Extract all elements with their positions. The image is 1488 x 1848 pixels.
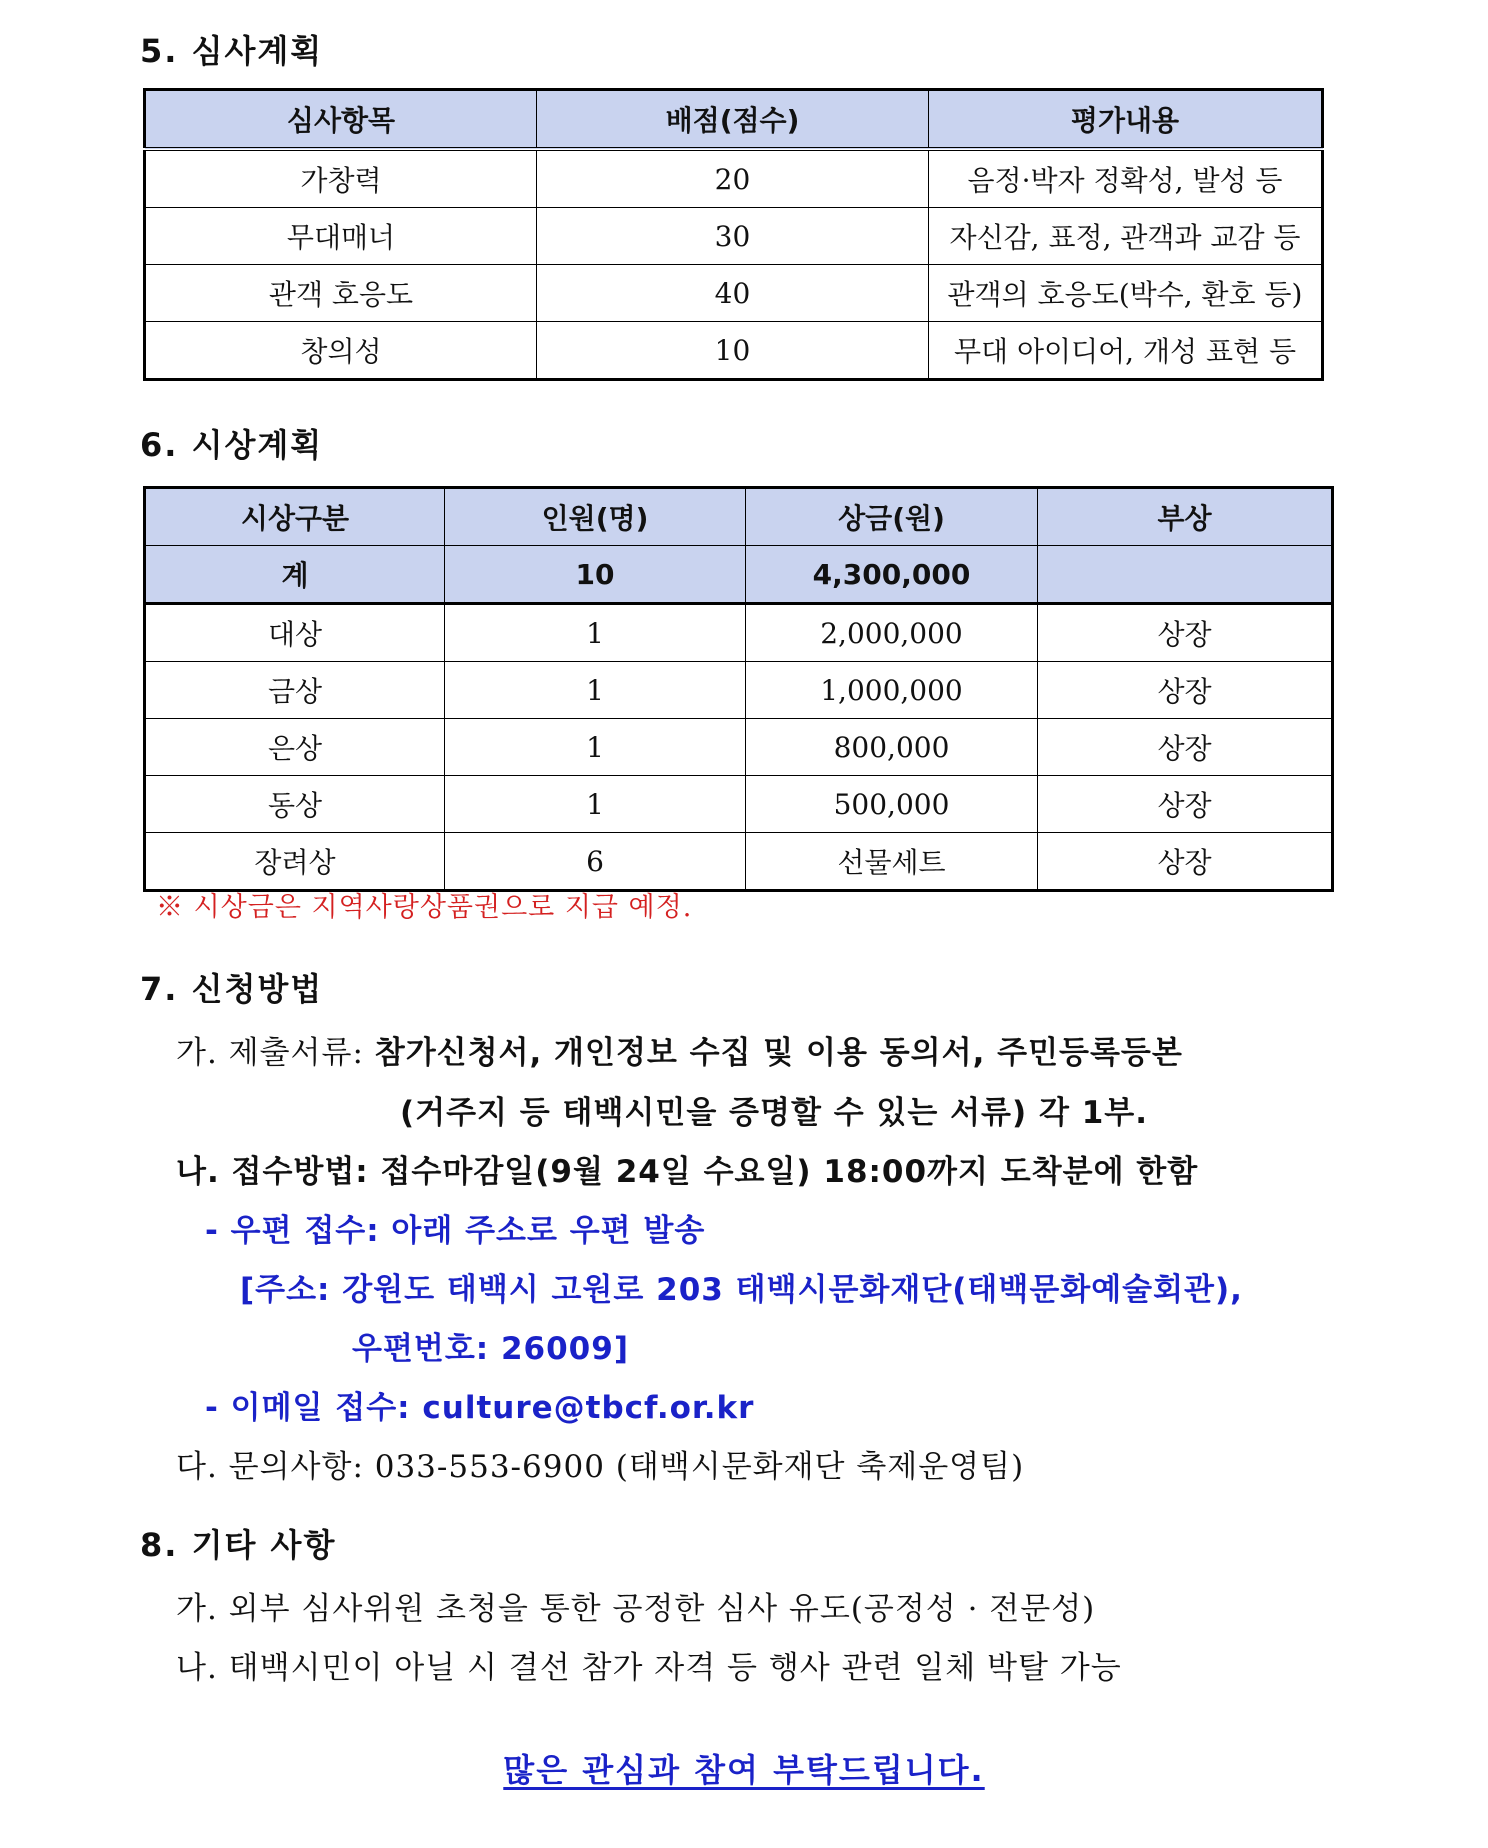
evaluation-table (143, 88, 1324, 381)
table-cell: 1,000,000 (746, 662, 1038, 719)
table-cell: 10 (445, 546, 746, 604)
closing-message-text: 많은 관심과 참여 부탁드립니다. (503, 1751, 985, 1789)
etc-item-ga: 가. 외부 심사위원 초청을 통한 공정한 심사 유도(공정성 · 전문성) (176, 1591, 1096, 1627)
table-row (145, 776, 1333, 833)
section-6-title: 6. 시상계획 (140, 426, 324, 464)
section-7-title: 7. 신청방법 (140, 970, 324, 1008)
table-cell: 상장 (1038, 719, 1333, 776)
table-cell: 선물세트 (746, 833, 1038, 891)
table-cell: 40 (537, 265, 929, 322)
table-total-row (145, 546, 1333, 604)
table-cell: 가창력 (145, 149, 537, 208)
closing-message (0, 1745, 1488, 1791)
postal-reception: - 우편 접수: 아래 주소로 우편 발송 (205, 1213, 706, 1249)
table-cell: 1 (445, 719, 746, 776)
table-cell: 상장 (1038, 604, 1333, 662)
table-header-cell: 평가내용 (929, 90, 1323, 150)
table-row (145, 719, 1333, 776)
table-header-cell: 시상구분 (145, 488, 445, 546)
submission-documents-list: 참가신청서, 개인정보 수집 및 이용 동의서, 주민등록등본 (374, 1035, 1183, 1071)
table-cell: 30 (537, 208, 929, 265)
table-cell: 계 (145, 546, 445, 604)
etc-item-na: 나. 태백시민이 아닐 시 결선 참가 자격 등 행사 관련 일체 박탈 가능 (176, 1650, 1122, 1686)
table-cell: 20 (537, 149, 929, 208)
inquiry-contact: 다. 문의사항: 033-553-6900 (태백시문화재단 축제운영팀) (176, 1449, 1025, 1485)
table-row (145, 265, 1323, 322)
table-cell: 무대 아이디어, 개성 표현 등 (929, 322, 1323, 380)
table-header-cell: 심사항목 (145, 90, 537, 150)
table-row (145, 322, 1323, 380)
table-cell: 상장 (1038, 833, 1333, 891)
section-8-title: 8. 기타 사항 (140, 1526, 337, 1564)
table-cell: 창의성 (145, 322, 537, 380)
table-row (145, 149, 1323, 208)
table-cell: 6 (445, 833, 746, 891)
table-cell: 1 (445, 776, 746, 833)
postal-address-line2: 우편번호: 26009] (352, 1331, 629, 1367)
table-header-cell: 상금(원) (746, 488, 1038, 546)
table-cell: 관객의 호응도(박수, 환호 등) (929, 265, 1323, 322)
postal-address-line1: [주소: 강원도 태백시 고원로 203 태백시문화재단(태백문화예술회관), (240, 1272, 1243, 1308)
table-cell: 대상 (145, 604, 445, 662)
table-cell: 4,300,000 (746, 546, 1038, 604)
table-cell: 10 (537, 322, 929, 380)
table-cell: 2,000,000 (746, 604, 1038, 662)
table-cell: 무대매너 (145, 208, 537, 265)
table-row (145, 604, 1333, 662)
table-cell: 800,000 (746, 719, 1038, 776)
table-cell: 금상 (145, 662, 445, 719)
table-cell: 자신감, 표정, 관객과 교감 등 (929, 208, 1323, 265)
table-cell: 1 (445, 662, 746, 719)
prize-note: ※ 시상금은 지역사랑상품권으로 지급 예정. (156, 892, 693, 923)
table-header-cell: 배점(점수) (537, 90, 929, 150)
submission-documents-continued: (거주지 등 태백시민을 증명할 수 있는 서류) 각 1부. (400, 1095, 1148, 1131)
table-cell: 관객 호응도 (145, 265, 537, 322)
table-cell: 장려상 (145, 833, 445, 891)
table-header-cell: 인원(명) (445, 488, 746, 546)
table-cell (1038, 546, 1333, 604)
reception-method: 나. 접수방법: 접수마감일(9월 24일 수요일) 18:00까지 도착분에 한함 (176, 1154, 1199, 1190)
table-cell: 은상 (145, 719, 445, 776)
table-cell: 동상 (145, 776, 445, 833)
table-row (145, 208, 1323, 265)
table-cell: 음정·박자 정확성, 발성 등 (929, 149, 1323, 208)
table-row (145, 662, 1333, 719)
section-5-title: 5. 심사계획 (140, 32, 324, 70)
table-header-cell: 부상 (1038, 488, 1333, 546)
table-header-row (145, 90, 1323, 150)
submission-documents-label: 가. 제출서류: (176, 1035, 375, 1071)
table-cell: 상장 (1038, 662, 1333, 719)
award-table (143, 486, 1334, 892)
table-cell: 500,000 (746, 776, 1038, 833)
table-cell: 1 (445, 604, 746, 662)
table-row (145, 833, 1333, 891)
table-header-row (145, 488, 1333, 546)
submission-documents (176, 1027, 1183, 1072)
table-cell: 상장 (1038, 776, 1333, 833)
email-reception: - 이메일 접수: culture@tbcf.or.kr (205, 1390, 755, 1426)
